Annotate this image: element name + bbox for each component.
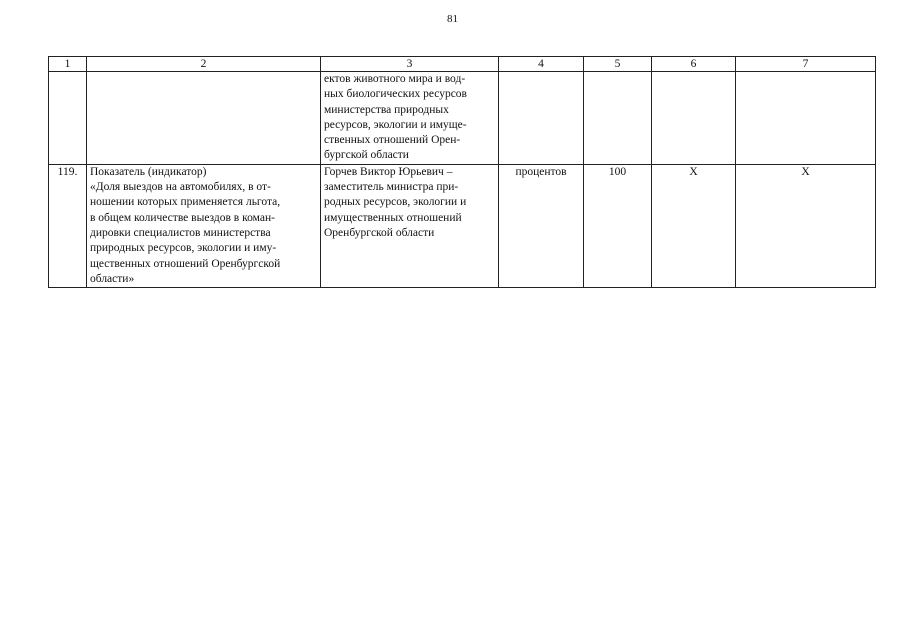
cell-number <box>49 72 87 165</box>
page-number: 81 <box>447 13 458 25</box>
text-line: имущественных отношений <box>324 211 462 224</box>
cell-col7 <box>736 72 876 165</box>
text-line: ственных отношений Орен- <box>324 134 461 147</box>
text-line: области» <box>90 272 135 285</box>
table-row-119 <box>49 164 876 287</box>
text-line: природных ресурсов, экологии и иму- <box>90 242 277 255</box>
text-line: в общем количестве выездов в коман- <box>90 211 275 224</box>
text-line: ношении которых применяется льгота, <box>90 196 281 209</box>
text-line: заместитель министра при- <box>324 181 459 194</box>
text-line: министерства природных <box>324 103 449 116</box>
text-line: ектов животного мира и вод- <box>324 73 466 85</box>
cell-responsible <box>321 164 499 287</box>
text-line: Горчев Виктор Юрьевич – <box>324 165 453 178</box>
text-line: родных ресурсов, экологии и <box>324 196 467 209</box>
cell-number: 119. <box>49 164 87 287</box>
table-header <box>49 57 876 72</box>
text-line: «Доля выездов на автомобилях, в от- <box>90 181 271 194</box>
cell-indicator <box>87 72 321 165</box>
text-line: бургской области <box>324 149 409 162</box>
cell-unit: процентов <box>499 164 584 287</box>
column-header-2: 2 <box>87 57 321 72</box>
column-header-4: 4 <box>499 57 584 72</box>
column-header-6: 6 <box>652 57 736 72</box>
cell-indicator <box>87 164 321 287</box>
indicator-table <box>48 56 876 288</box>
cell-value <box>584 72 652 165</box>
cell-value: 100 <box>584 164 652 287</box>
header-row <box>49 57 876 72</box>
text-line: дировки специалистов министерства <box>90 226 271 239</box>
column-header-3: 3 <box>321 57 499 72</box>
column-header-1: 1 <box>49 57 87 72</box>
cell-col6 <box>652 72 736 165</box>
text-line: щественных отношений Оренбургской <box>90 257 281 270</box>
cell-col6: X <box>652 164 736 287</box>
text-line: Показатель (индикатор) <box>90 165 207 178</box>
cell-unit <box>499 72 584 165</box>
column-header-7: 7 <box>736 57 876 72</box>
cell-col7: X <box>736 164 876 287</box>
cell-responsible <box>321 72 499 165</box>
column-header-5: 5 <box>584 57 652 72</box>
text-line: ресурсов, экологии и имуще- <box>324 118 467 131</box>
table-row-continuation <box>49 72 876 165</box>
text-line: Оренбургской области <box>324 226 435 239</box>
text-line: ных биологических ресурсов <box>324 88 467 101</box>
